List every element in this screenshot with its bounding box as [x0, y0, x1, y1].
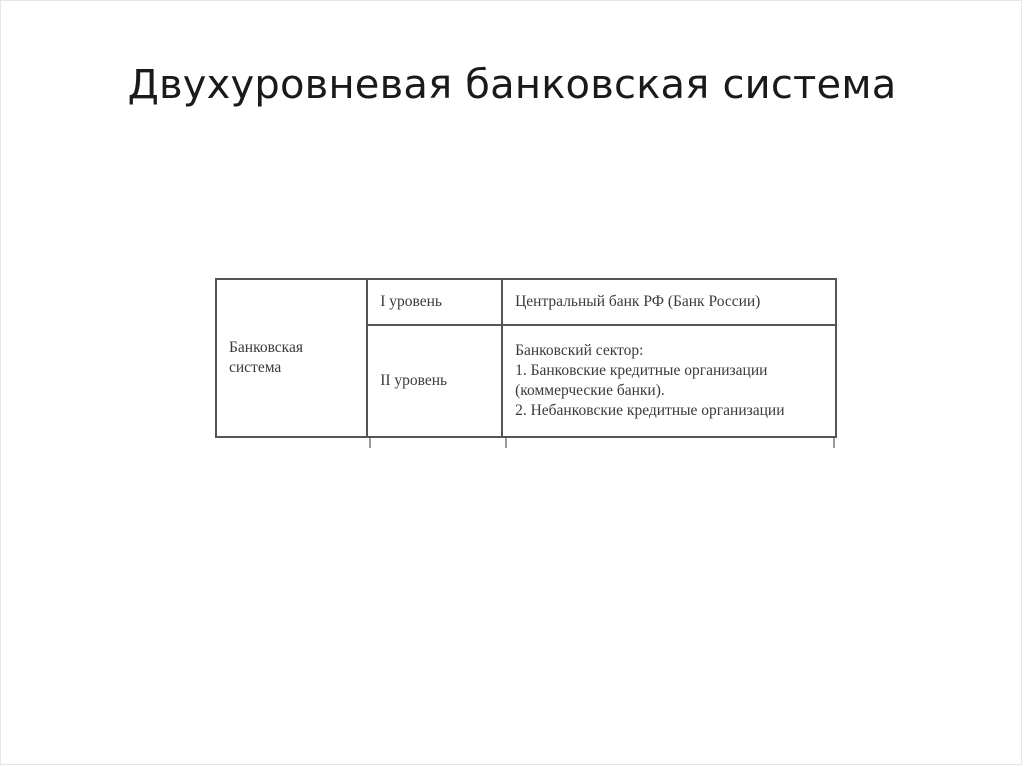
- border-tick: [833, 438, 835, 448]
- border-tick: [369, 438, 371, 448]
- system-label-cell: [216, 279, 367, 437]
- border-tick: [505, 438, 507, 448]
- slide-title: Двухуровневая банковская система: [127, 62, 897, 108]
- detail-line: (коммерческие банки).: [515, 382, 665, 399]
- banking-system-table-figure: [215, 278, 841, 450]
- table-row: [216, 279, 836, 325]
- level-label: II уровень: [380, 372, 448, 389]
- detail-cell: [502, 279, 836, 325]
- system-label: Банковская система: [229, 339, 303, 376]
- detail-line: Банковский сектор:: [515, 342, 644, 359]
- banking-system-table: [215, 278, 837, 438]
- level-cell: [367, 325, 502, 437]
- level-label: I уровень: [380, 293, 442, 310]
- level-cell: [367, 279, 502, 325]
- detail-line: 2. Небанковские кредитные организации: [515, 402, 785, 419]
- detail-line: Центральный банк РФ (Банк России): [515, 293, 761, 310]
- detail-cell: [502, 325, 836, 437]
- detail-line: 1. Банковские кредитные организации: [515, 362, 768, 379]
